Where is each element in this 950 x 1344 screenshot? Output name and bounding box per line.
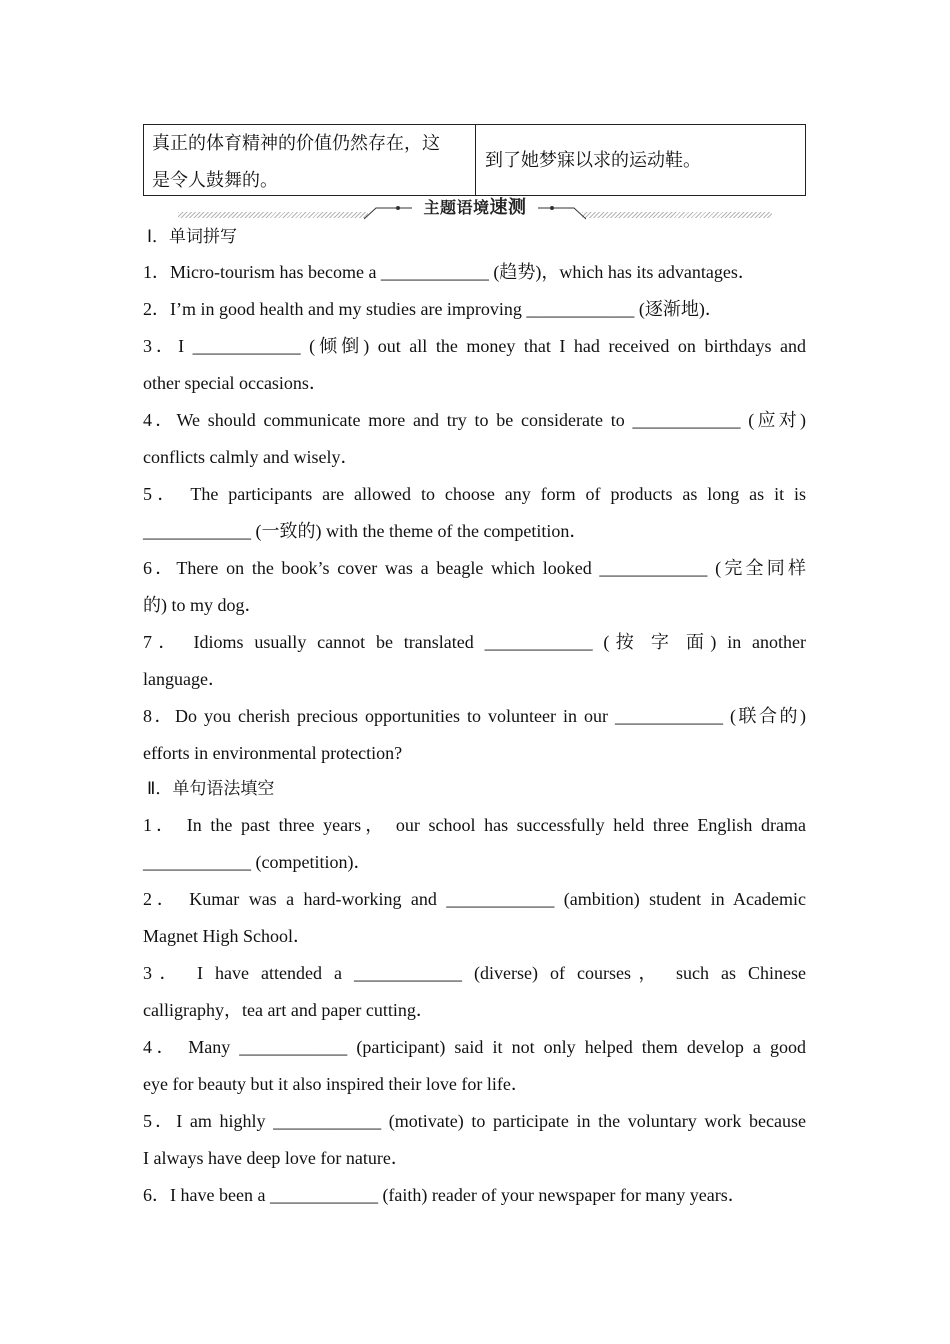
s2-line-6: calligraphy，tea art and paper cutting． <box>143 1000 434 1020</box>
s2-line-8: eye for beauty but it also inspired their love for life． <box>143 1074 529 1094</box>
s1-line-10: 的) to my dog． <box>143 595 263 615</box>
s1-line-2: 2．I’m in good health and my studies are improving ____________ (逐渐地)． <box>143 299 723 319</box>
section-banner <box>178 198 772 222</box>
table-cell-left <box>144 125 476 195</box>
s2-line-9: 5．I am highly ____________ (motivate) to participate in the voluntary work because <box>143 1111 806 1131</box>
s2-line-11: 6．I have been a ____________ (faith) reader of your newspaper for many years． <box>143 1185 746 1205</box>
s1-line-12: language． <box>143 669 226 689</box>
s2-line-7: 4． Many ____________ (participant) said it not only helped them develop a good <box>143 1037 806 1057</box>
s1-line-13: 8．Do you cherish precious opportunities to volunteer in our ____________ (联合的) <box>143 706 806 726</box>
s1-line-14: efforts in environmental protection? <box>143 743 403 763</box>
banner-title-frame <box>364 198 586 222</box>
table-cell-right-text: 到了她梦寐以求的运动鞋。 <box>485 149 701 171</box>
banner-hatch-left <box>178 212 368 218</box>
s1-line-8: ____________ (一致的) with the theme of the competition． <box>143 521 588 541</box>
s1-line-6: conflicts calmly and wisely． <box>143 447 359 467</box>
banner-hatch-right <box>582 212 772 218</box>
s1-line-4: other special occasions． <box>143 373 327 393</box>
table-cell-left-line-2: 是令人鼓舞的。 <box>152 170 278 191</box>
s1-line-7: 5． The participants are allowed to choose any form of products as long as it is <box>143 484 806 504</box>
s2-line-3: 2． Kumar was a hard-working and ____________ (ambition) student in Academic <box>143 889 806 909</box>
s1-line-3: 3．I ____________ (倾倒) out all the money that I had received on birthdays and <box>143 336 806 356</box>
banner-title-part1: 主题语境 <box>423 198 490 217</box>
section1-heading: Ⅰ．单词拼写 <box>147 227 238 247</box>
banner-title-part2: 速测 <box>489 197 527 218</box>
s1-line-5: 4．We should communicate more and try to be considerate to ____________ (应对) <box>143 410 806 430</box>
translation-table <box>143 124 806 196</box>
table-cell-left-line-1: 真正的体育精神的价值仍然存在，这 <box>152 133 440 154</box>
s1-line-9: 6．There on the book’s cover was a beagle which looked ____________ (完全同样 <box>143 558 806 578</box>
banner-title <box>364 198 586 218</box>
s1-line-11: 7． Idioms usually cannot be translated ____________ (按 字 面) in another <box>143 632 806 652</box>
section2-heading: Ⅱ．单句语法填空 <box>147 779 275 799</box>
s1-line-1: 1．Micro-tourism has become a ____________ (趋势)，which has its advantages． <box>143 262 756 282</box>
s2-line-2: ____________ (competition)． <box>143 852 372 872</box>
s2-line-1: 1． In the past three years， our school has successfully held three English drama <box>143 815 806 835</box>
s2-line-5: 3． I have attended a ____________ (diverse) of courses， such as Chinese <box>143 963 806 983</box>
s2-line-4: Magnet High School． <box>143 926 311 946</box>
table-cell-right <box>476 125 805 195</box>
s2-line-10: I always have deep love for nature． <box>143 1148 409 1168</box>
